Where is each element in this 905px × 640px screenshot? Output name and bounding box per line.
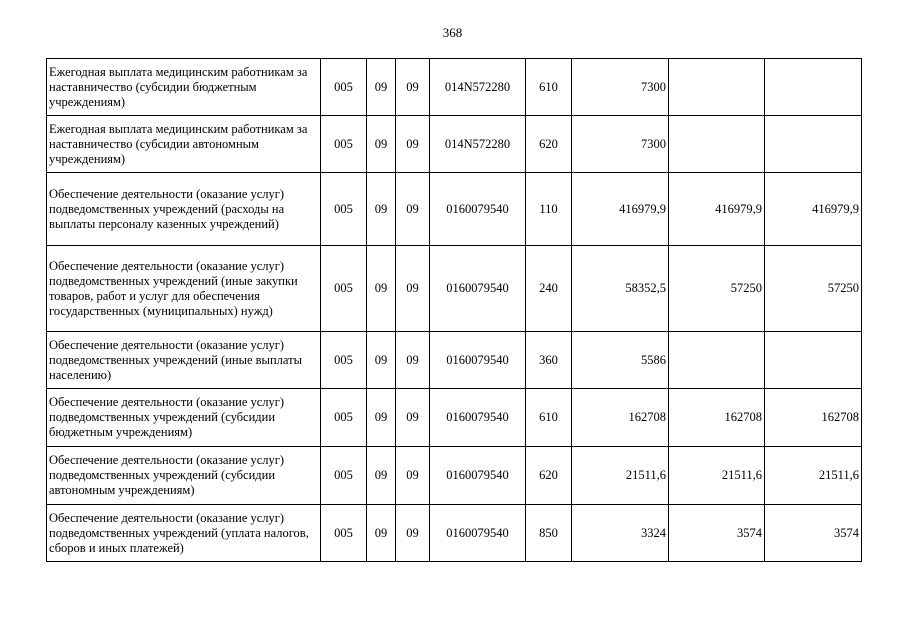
amount-1: 162708 bbox=[572, 389, 669, 447]
amount-3: 3574 bbox=[765, 505, 862, 562]
expense-type-code: 620 bbox=[526, 116, 572, 173]
amount-1: 5586 bbox=[572, 332, 669, 389]
row-description: Обеспечение деятельности (оказание услуг) подведомственных учреждений (субсидии автономным учреждениям) bbox=[47, 447, 321, 505]
ministry-code: 005 bbox=[321, 447, 367, 505]
expense-type-code: 240 bbox=[526, 246, 572, 332]
target-item-code: 0160079540 bbox=[430, 447, 526, 505]
row-description: Обеспечение деятельности (оказание услуг) подведомственных учреждений (субсидии бюджетным учреждениям) bbox=[47, 389, 321, 447]
amount-1: 3324 bbox=[572, 505, 669, 562]
target-item-code: 014N572280 bbox=[430, 116, 526, 173]
expense-type-code: 850 bbox=[526, 505, 572, 562]
subsection-code: 09 bbox=[396, 246, 430, 332]
target-item-code: 0160079540 bbox=[430, 505, 526, 562]
table-row bbox=[47, 246, 862, 332]
expense-type-code: 360 bbox=[526, 332, 572, 389]
expense-type-code: 610 bbox=[526, 59, 572, 116]
page-number: 368 bbox=[442, 25, 463, 40]
ministry-code: 005 bbox=[321, 505, 367, 562]
target-item-code: 0160079540 bbox=[430, 246, 526, 332]
amount-3: 21511,6 bbox=[765, 447, 862, 505]
subsection-code: 09 bbox=[396, 59, 430, 116]
ministry-code: 005 bbox=[321, 59, 367, 116]
section-code: 09 bbox=[367, 173, 396, 246]
subsection-code: 09 bbox=[396, 447, 430, 505]
amount-2: 162708 bbox=[669, 389, 765, 447]
amount-2 bbox=[669, 332, 765, 389]
table-row bbox=[47, 447, 862, 505]
target-item-code: 014N572280 bbox=[430, 59, 526, 116]
ministry-code: 005 bbox=[321, 116, 367, 173]
amount-2: 21511,6 bbox=[669, 447, 765, 505]
amount-1: 7300 bbox=[572, 59, 669, 116]
amount-1: 21511,6 bbox=[572, 447, 669, 505]
amount-1: 416979,9 bbox=[572, 173, 669, 246]
section-code: 09 bbox=[367, 447, 396, 505]
target-item-code: 0160079540 bbox=[430, 389, 526, 447]
subsection-code: 09 bbox=[396, 389, 430, 447]
table-row bbox=[47, 173, 862, 246]
target-item-code: 0160079540 bbox=[430, 332, 526, 389]
target-item-code: 0160079540 bbox=[430, 173, 526, 246]
amount-3 bbox=[765, 116, 862, 173]
row-description: Ежегодная выплата медицинским работникам за наставничество (субсидии бюджетным учреждениям) bbox=[47, 59, 321, 116]
amount-2 bbox=[669, 59, 765, 116]
amount-2: 3574 bbox=[669, 505, 765, 562]
table-row bbox=[47, 59, 862, 116]
subsection-code: 09 bbox=[396, 332, 430, 389]
row-description: Обеспечение деятельности (оказание услуг) подведомственных учреждений (уплата налогов, сборов и иных платежей) bbox=[47, 505, 321, 562]
amount-3 bbox=[765, 59, 862, 116]
amount-2: 416979,9 bbox=[669, 173, 765, 246]
ministry-code: 005 bbox=[321, 246, 367, 332]
ministry-code: 005 bbox=[321, 332, 367, 389]
subsection-code: 09 bbox=[396, 173, 430, 246]
section-code: 09 bbox=[367, 505, 396, 562]
table-row bbox=[47, 116, 862, 173]
section-code: 09 bbox=[367, 59, 396, 116]
section-code: 09 bbox=[367, 116, 396, 173]
row-description: Обеспечение деятельности (оказание услуг) подведомственных учреждений (иные закупки товаров, работ и услуг для обеспечения государственных (муниципальных) нужд) bbox=[47, 246, 321, 332]
amount-3 bbox=[765, 332, 862, 389]
amount-2: 57250 bbox=[669, 246, 765, 332]
section-code: 09 bbox=[367, 332, 396, 389]
table-row bbox=[47, 332, 862, 389]
row-description: Ежегодная выплата медицинским работникам за наставничество (субсидии автономным учреждениям) bbox=[47, 116, 321, 173]
row-description: Обеспечение деятельности (оказание услуг) подведомственных учреждений (иные выплаты населению) bbox=[47, 332, 321, 389]
expense-type-code: 110 bbox=[526, 173, 572, 246]
ministry-code: 005 bbox=[321, 173, 367, 246]
expense-type-code: 620 bbox=[526, 447, 572, 505]
table-row bbox=[47, 389, 862, 447]
section-code: 09 bbox=[367, 389, 396, 447]
subsection-code: 09 bbox=[396, 116, 430, 173]
amount-1: 7300 bbox=[572, 116, 669, 173]
expense-type-code: 610 bbox=[526, 389, 572, 447]
ministry-code: 005 bbox=[321, 389, 367, 447]
amount-3: 162708 bbox=[765, 389, 862, 447]
row-description: Обеспечение деятельности (оказание услуг) подведомственных учреждений (расходы на выплаты персоналу казенных учреждений) bbox=[47, 173, 321, 246]
budget-table bbox=[46, 58, 862, 562]
amount-1: 58352,5 bbox=[572, 246, 669, 332]
amount-3: 416979,9 bbox=[765, 173, 862, 246]
subsection-code: 09 bbox=[396, 505, 430, 562]
amount-2 bbox=[669, 116, 765, 173]
section-code: 09 bbox=[367, 246, 396, 332]
amount-3: 57250 bbox=[765, 246, 862, 332]
table-row bbox=[47, 505, 862, 562]
